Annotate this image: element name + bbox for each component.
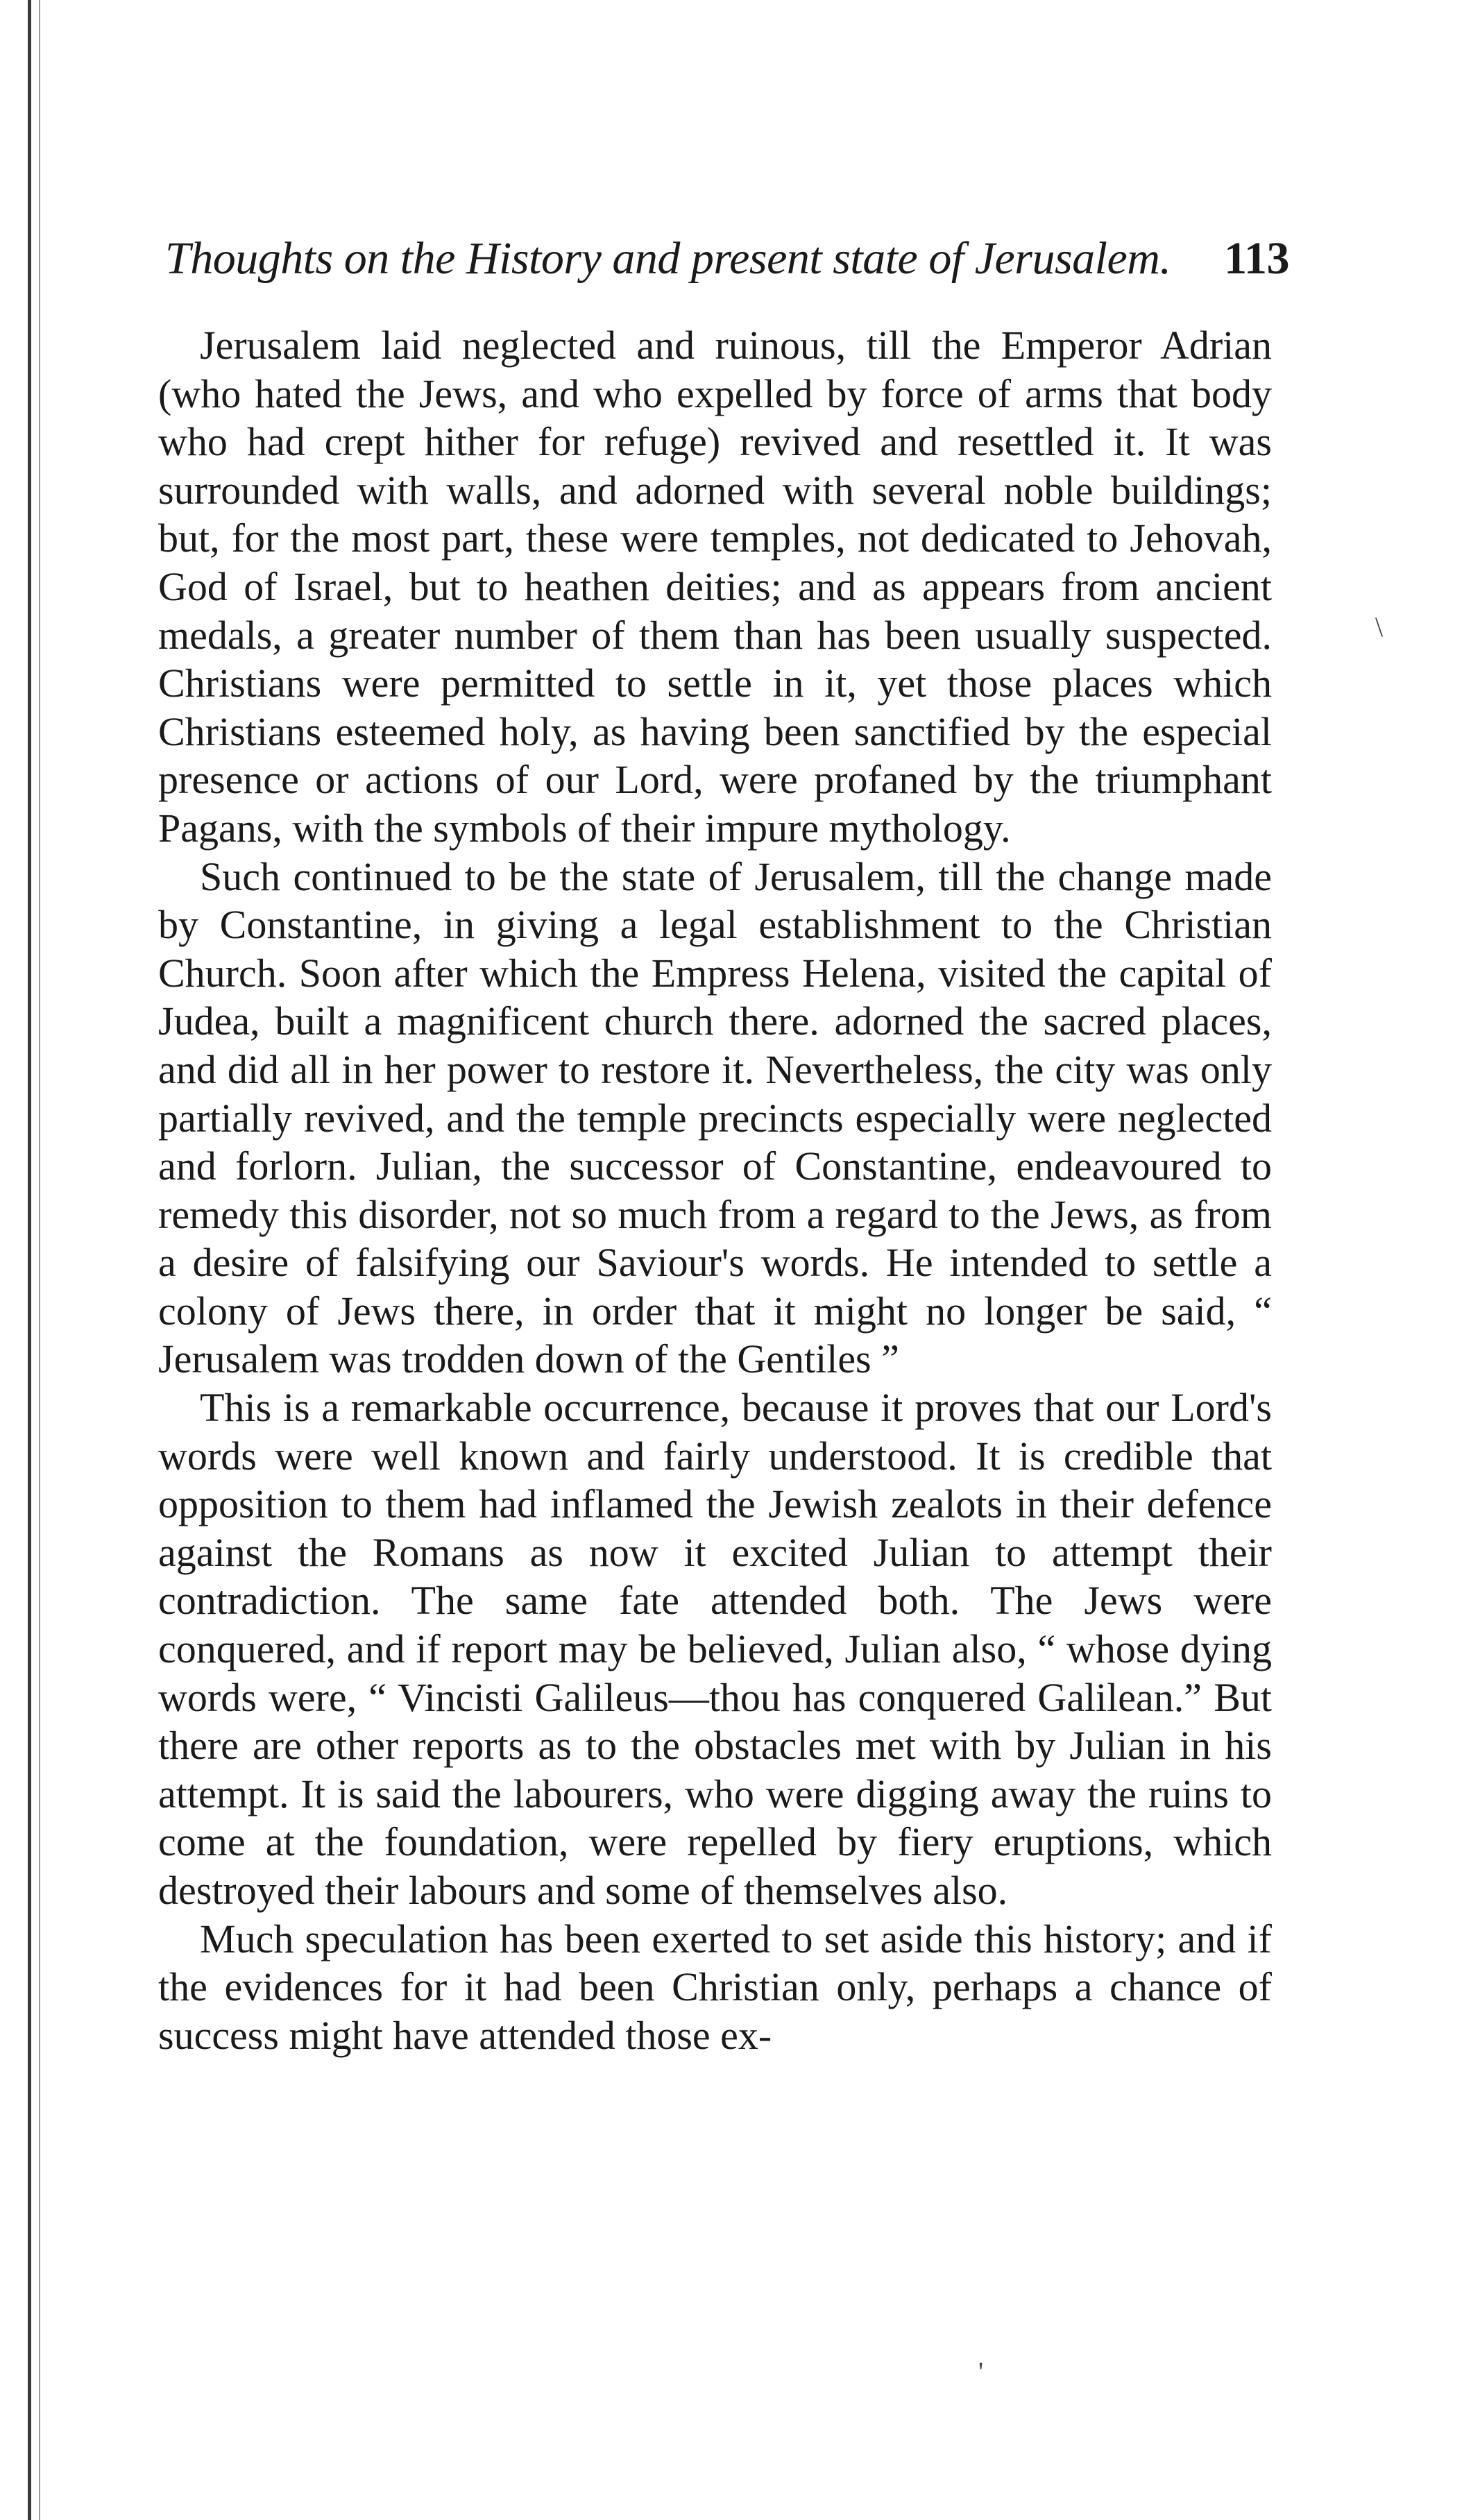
ink-speck: ' [978,2356,984,2387]
binding-edge-shadow [28,0,31,2520]
running-head-title: Thoughts on the History and present state of Jerusalem. [165,233,1171,284]
ink-speck: \ [1375,611,1384,642]
paragraph-1: Jerusalem laid neglected and ruinous, till the Emperor Adrian (who hated the Jews, and who expelled by force of arms that body who had crept hither for refuge) revived and resettled it. It was surrounded with walls, and adorned with several noble buildings; but, for the most part, these were temples, not dedicated to Jehovah, God of Israel, but to heathen deities; and as appears from ancient medals, a greater number of them than has been usually suspected. Christians were permitted to settle in it, yet those places which Christians esteemed holy, as having been sanctified by the especial presence or actions of our Lord, were profaned by the triumphant Pagans, with the symbols of their impure mythology. [158,323,1272,851]
paragraph-4: Much speculation has been exerted to set aside this history; and if the evidences for it had been Christian only, perhaps a chance of success might have attended those ex- [158,1916,1272,2058]
binding-edge-line [39,0,40,2520]
body-text [158,321,1272,2059]
paragraph-2: Such continued to be the state of Jerusalem, till the change made by Constantine, in giving a legal establishment to the Christian Church. Soon after which the Empress Helena, visited the capital of Judea, built a magnificent church there. adorned the sacred places, and did all in her power to restore it. Nevertheless, the city was only partially revived, and the temple precincts especially were neglected and forlorn. Julian, the successor of Constantine, endeavoured to remedy this disorder, not so much from a regard to the Jews, as from a desire of falsifying our Saviour's words. He intended to settle a colony of Jews there, in order that it might no longer be said, “ Jerusalem was trodden down of the Gentiles ” [158,853,1272,1382]
page-number: 113 [1224,233,1289,284]
running-head [165,232,1289,295]
paragraph-3: This is a remarkable occurrence, because it proves that our Lord's words were well known and fairly understood. It is credible that opposition to them had inflamed the Jewish zealots in their defence against the Romans as now it excited Julian to attempt their contradiction. The same fate attended both. The Jews were conquered, and if report may be believed, Julian also, “ whose dying words were, “ Vincisti Galileus—thou has conquered Galilean.” But there are other reports as to the obstacles met with by Julian in his attempt. It is said the labourers, who were digging away the ruins to come at the foundation, were repelled by fiery eruptions, which destroyed their labours and some of themselves also. [158,1385,1272,1913]
